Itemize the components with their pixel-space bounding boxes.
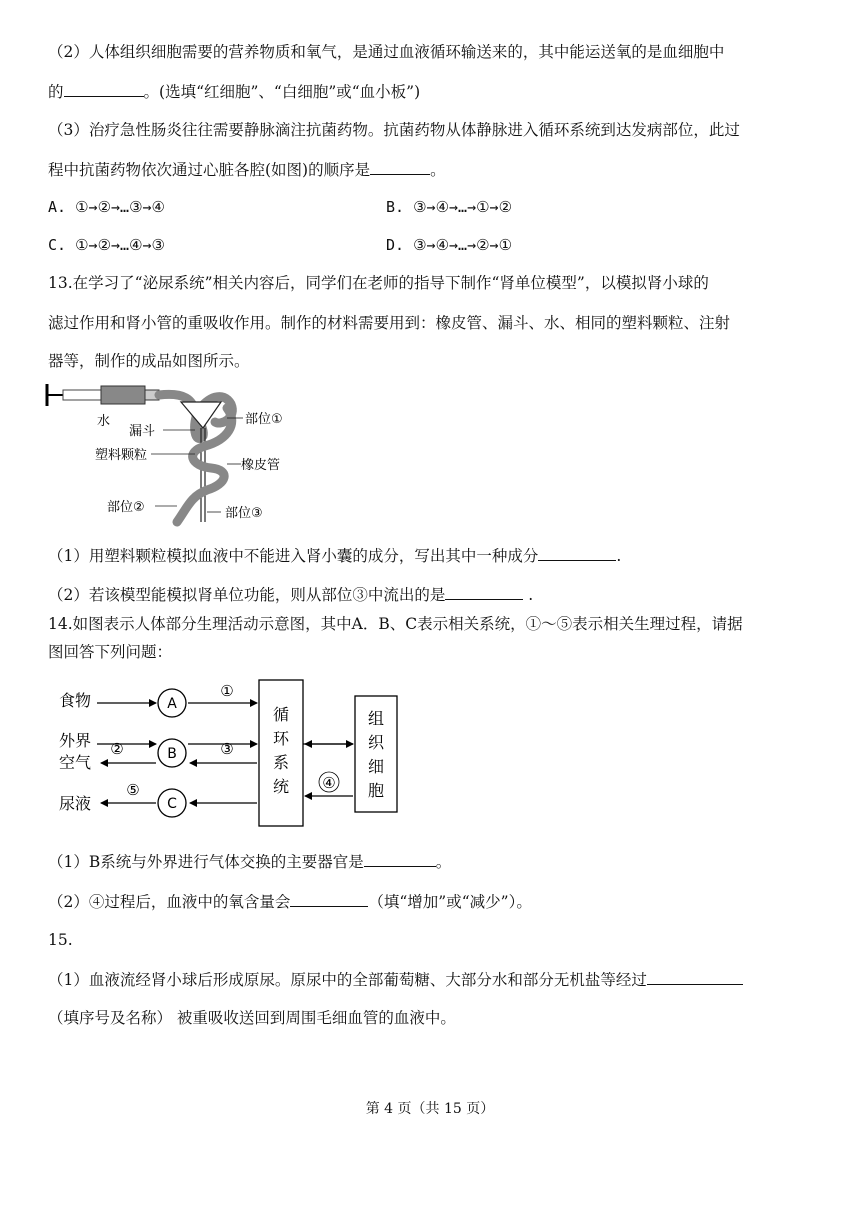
option-a[interactable]: A. ①→②→…③→④ xyxy=(48,198,166,216)
option-c[interactable]: C. ①→②→…④→③ xyxy=(48,236,166,254)
circ-char-2: 环 xyxy=(272,729,290,748)
process-2: ② xyxy=(110,740,124,758)
answer-blank[interactable] xyxy=(647,969,743,985)
circ-char-4: 统 xyxy=(272,777,290,796)
q14-sub1-end: 。 xyxy=(435,853,452,871)
q13-sub2-text: （2）若该模型能模拟肾单位功能，则从部位③中流出的是 xyxy=(48,586,446,604)
label-tube: 橡皮管 xyxy=(241,458,281,473)
answer-blank[interactable] xyxy=(370,159,430,175)
q13-line2: 滤过作用和肾小管的重吸收作用。制作的材料需要用到：橡皮管、漏斗、水、相同的塑料颗粒、注射 xyxy=(48,314,731,332)
circ-char-1: 循 xyxy=(272,705,290,724)
q14-line1: 14.如图表示人体部分生理活动示意图，其中A．B、C表示相关系统，①～⑤表示相关生理过程，请据 xyxy=(48,615,743,633)
q12-part3-text-a: 程中抗菌药物依次通过心脏各腔(如图)的顺序是 xyxy=(48,161,371,179)
q12-part3-line1: （3）治疗急性肠炎往往需要静脉滴注抗菌药物。抗菌药物从体静脉进入循环系统到达发病部位，此过 xyxy=(48,121,740,139)
label-outside-2: 空气 xyxy=(59,753,92,772)
label-part2: 部位② xyxy=(107,500,145,515)
tissue-char-2: 织 xyxy=(367,733,385,752)
page-footer: 第 4 页（共 15 页） xyxy=(365,1101,495,1117)
system-c: C xyxy=(167,796,177,812)
q14-line2: 图回答下列问题： xyxy=(48,643,173,661)
q12-part2-line1: （2）人体组织细胞需要的营养物质和氧气，是通过血液循环输送来的，其中能运送氧的是血细胞中 xyxy=(48,43,725,61)
label-urine: 尿液 xyxy=(59,794,92,813)
label-water: 水 xyxy=(97,414,111,429)
physiology-diagram xyxy=(45,672,415,832)
q13-line1: 13.在学习了“泌尿系统”相关内容后，同学们在老师的指导下制作“肾单位模型”，以模拟肾小球的 xyxy=(48,274,709,292)
q14-sub2-end: （填“增加”或“减少”）。 xyxy=(368,893,532,911)
option-d[interactable]: D. ③→④→…→②→① xyxy=(386,236,513,254)
q13-sub2-end: . xyxy=(523,586,534,604)
q14-sub1-text: （1）B系统与外界进行气体交换的主要器官是 xyxy=(48,853,364,871)
label-funnel: 漏斗 xyxy=(129,424,156,439)
label-part1: 部位① xyxy=(245,412,283,427)
q15-sub1-line2: （填序号及名称） 被重吸收送回到周围毛细血管的血液中。 xyxy=(48,1009,456,1027)
q13-sub1-text: （1）用塑料颗粒模拟血液中不能进入肾小囊的成分，写出其中一种成分 xyxy=(48,547,539,565)
q13-sub2 xyxy=(48,584,533,605)
q15-number: 15. xyxy=(48,931,73,949)
label-outside-1: 外界 xyxy=(59,731,92,750)
process-4: ④ xyxy=(322,774,336,792)
option-b[interactable]: B. ③→④→…→①→② xyxy=(386,198,513,216)
q12-part2-text-b: 。(选填“红细胞”、“白细胞”或“血小板”) xyxy=(143,83,421,101)
q12-part3-line2 xyxy=(48,159,446,180)
circ-char-3: 系 xyxy=(272,753,290,772)
tissue-char-1: 组 xyxy=(367,709,385,728)
q12-part2-line2 xyxy=(48,81,420,102)
label-food: 食物 xyxy=(59,691,92,710)
q14-sub2 xyxy=(48,891,532,912)
q13-line3: 器等，制作的成品如图所示。 xyxy=(48,352,250,370)
q14-sub1 xyxy=(48,851,451,872)
answer-blank[interactable] xyxy=(64,81,144,97)
label-part3: 部位③ xyxy=(225,506,263,521)
q15-sub1-line1 xyxy=(48,969,743,990)
answer-blank[interactable] xyxy=(290,891,368,907)
answer-blank[interactable] xyxy=(445,584,523,600)
q13-sub1 xyxy=(48,545,621,566)
q15-sub1-text: （1）血液流经肾小球后形成原尿。原尿中的全部葡萄糖、大部分水和部分无机盐等经过 xyxy=(48,971,647,989)
system-a: A xyxy=(167,696,177,712)
answer-blank[interactable] xyxy=(364,851,436,867)
tissue-char-3: 细 xyxy=(367,757,385,776)
answer-blank[interactable] xyxy=(538,545,616,561)
tissue-char-4: 胞 xyxy=(367,781,385,800)
label-pellets: 塑料颗粒 xyxy=(95,448,148,463)
system-b: B xyxy=(167,746,177,762)
q13-sub1-end: . xyxy=(616,547,622,565)
q12-part3-text-b: 。 xyxy=(430,161,446,179)
q14-sub2-text: （2）④过程后，血液中的氧含量会 xyxy=(48,893,291,911)
process-5: ⑤ xyxy=(126,781,140,799)
process-3: ③ xyxy=(220,740,234,758)
q12-part2-text-a: 的 xyxy=(48,83,64,101)
process-1: ① xyxy=(220,682,234,700)
nephron-model-figure xyxy=(45,380,295,532)
